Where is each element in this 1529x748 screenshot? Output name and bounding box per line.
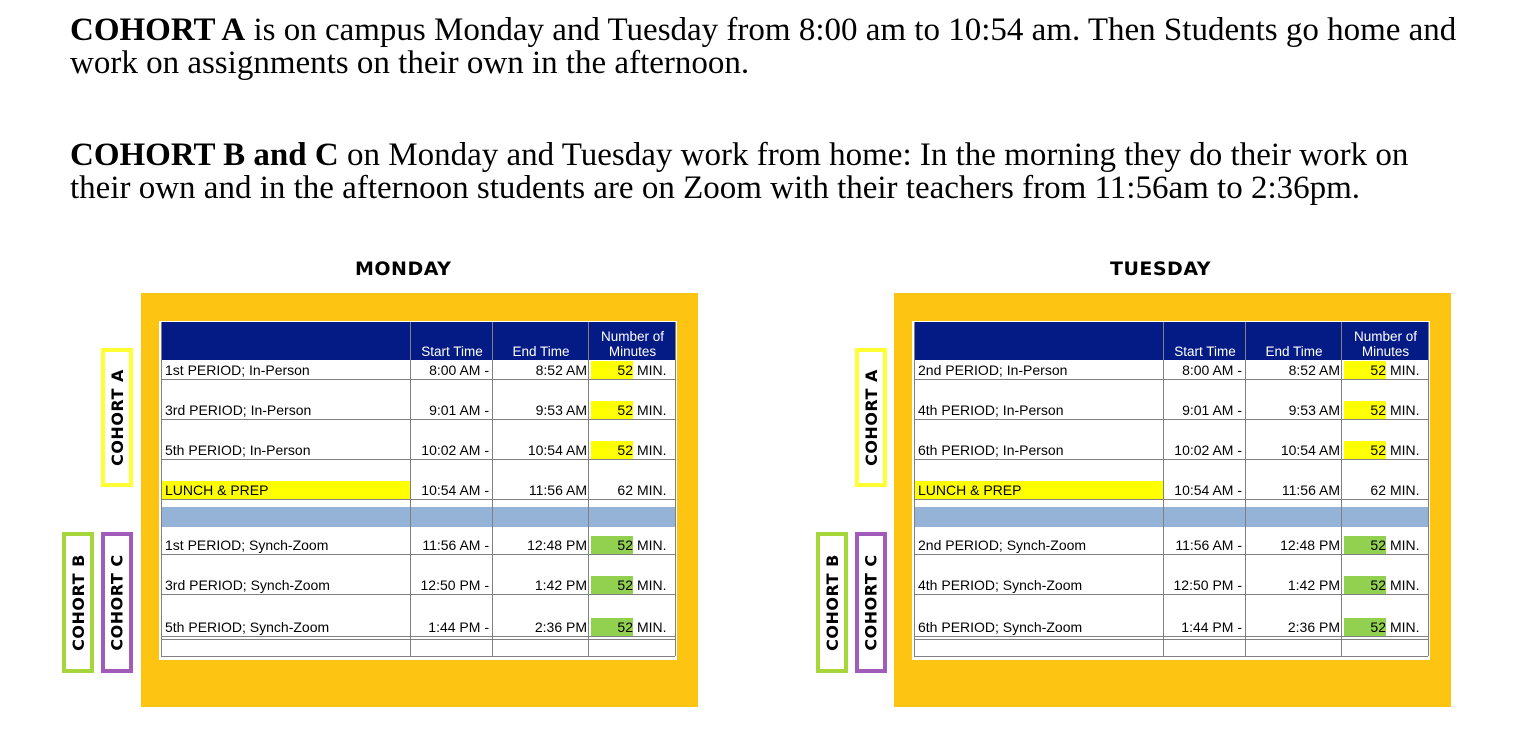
minutes-value: 52 <box>617 537 633 553</box>
minutes-value: 62 <box>617 482 633 498</box>
tuesday-cohort-c-label: COHORT C <box>855 532 887 673</box>
table-header <box>161 322 675 360</box>
start-time: 9:01 AM - <box>1182 402 1242 418</box>
period-name: 5th PERIOD; In-Person <box>165 442 311 458</box>
minutes-value: 52 <box>1370 442 1386 458</box>
cohort-bc-paragraph <box>70 139 1470 205</box>
cohort-bc-text: on Monday and Tuesday work from home: In the morning they do their work on their own and in the afternoon students are on Zoom with their teachers from 11:56am to 2:36pm. <box>70 137 1409 206</box>
table-row <box>161 401 675 419</box>
table-row <box>161 576 675 594</box>
cohort-a-text: is on campus Monday and Tuesday from 8:00 am to 10:54 am. Then Students go home and work on assignments on their own in the afternoon. <box>70 12 1457 81</box>
column-divider <box>1428 322 1429 656</box>
minutes-unit: MIN. <box>637 402 667 418</box>
end-time: 11:56 AM <box>1281 482 1340 498</box>
column-divider <box>1245 322 1246 656</box>
minutes-unit: MIN. <box>1390 402 1420 418</box>
minutes-value: 52 <box>1370 577 1386 593</box>
minutes-unit: MIN. <box>637 362 667 378</box>
period-name: 5th PERIOD; Synch-Zoom <box>165 619 330 635</box>
minutes-unit: MIN. <box>637 442 667 458</box>
table-row <box>914 361 1428 379</box>
row-divider <box>914 379 1428 380</box>
tuesday-panel <box>894 293 1451 707</box>
minutes-value: 52 <box>617 619 633 635</box>
period-name: LUNCH & PREP <box>918 482 1022 498</box>
start-time: 10:02 AM - <box>421 442 489 458</box>
column-divider <box>492 322 493 656</box>
table-row <box>161 441 675 459</box>
tuesday-title: TUESDAY <box>1110 258 1211 280</box>
minutes-value: 52 <box>1370 537 1386 553</box>
end-time: 2:36 PM <box>534 619 587 635</box>
period-name: 3rd PERIOD; In-Person <box>165 402 312 418</box>
start-time: 1:44 PM - <box>1181 619 1242 635</box>
minutes-unit: MIN. <box>637 619 667 635</box>
table-row <box>914 618 1428 636</box>
table-row <box>914 576 1428 594</box>
minutes-unit: MIN. <box>1390 442 1420 458</box>
tuesday-schedule-table <box>912 321 1430 660</box>
end-time: 12:48 PM <box>1280 537 1340 553</box>
monday-cohort-a-label: COHORT A <box>101 348 133 487</box>
end-time: 2:36 PM <box>1287 619 1340 635</box>
period-name: 2nd PERIOD; Synch-Zoom <box>918 537 1087 553</box>
end-time-header: End Time <box>492 322 589 360</box>
period-name: 3rd PERIOD; Synch-Zoom <box>165 577 330 593</box>
period-name: 6th PERIOD; In-Person <box>918 442 1064 458</box>
start-time: 10:54 AM - <box>1174 482 1242 498</box>
minutes-unit: MIN. <box>637 482 667 498</box>
minutes-value: 52 <box>617 362 633 378</box>
end-time: 10:54 AM <box>1280 442 1340 458</box>
separator-band <box>161 507 675 527</box>
table-header <box>914 322 1428 360</box>
minutes-unit: MIN. <box>637 577 667 593</box>
end-time: 11:56 AM <box>528 482 587 498</box>
table-row <box>914 536 1428 554</box>
table-row <box>161 481 675 499</box>
table-row <box>914 481 1428 499</box>
minutes-header: Number of Minutes <box>588 322 676 360</box>
row-divider <box>914 636 1428 637</box>
end-time: 10:54 AM <box>527 442 587 458</box>
column-divider <box>1341 322 1342 656</box>
start-time: 9:01 AM - <box>429 402 489 418</box>
end-time: 1:42 PM <box>534 577 587 593</box>
start-time: 11:56 AM - <box>1175 537 1242 553</box>
period-name: 2nd PERIOD; In-Person <box>918 362 1068 378</box>
column-divider <box>675 322 676 656</box>
minutes-value: 52 <box>617 442 633 458</box>
monday-schedule-table <box>159 321 677 660</box>
cohort-bc-heading: COHORT B and C <box>70 137 339 173</box>
row-divider <box>161 379 675 380</box>
end-time: 1:42 PM <box>1287 577 1340 593</box>
period-name: 1st PERIOD; In-Person <box>165 362 310 378</box>
monday-title: MONDAY <box>355 258 452 280</box>
row-divider <box>914 594 1428 595</box>
monday-panel <box>141 293 698 707</box>
end-time: 12:48 PM <box>527 537 587 553</box>
minutes-value: 52 <box>1370 619 1386 635</box>
row-divider <box>914 459 1428 460</box>
column-divider <box>914 322 915 656</box>
row-divider <box>161 459 675 460</box>
start-time-header: Start Time <box>410 322 493 360</box>
tuesday-cohort-b-label: COHORT B <box>816 532 848 673</box>
start-time: 12:50 PM - <box>420 577 489 593</box>
table-row <box>161 361 675 379</box>
start-time: 10:02 AM - <box>1174 442 1242 458</box>
minutes-unit: MIN. <box>637 537 667 553</box>
row-divider <box>161 419 675 420</box>
table-bottom-border <box>914 656 1428 657</box>
minutes-header: Number of Minutes <box>1341 322 1429 360</box>
period-name: 6th PERIOD; Synch-Zoom <box>918 619 1083 635</box>
minutes-unit: MIN. <box>1390 577 1420 593</box>
row-divider <box>914 419 1428 420</box>
row-divider <box>161 554 675 555</box>
row-divider <box>161 636 675 637</box>
table-row <box>161 536 675 554</box>
start-time: 10:54 AM - <box>421 482 489 498</box>
cohort-a-heading: COHORT A <box>70 12 246 48</box>
table-row <box>914 401 1428 419</box>
table-bottom-border <box>161 656 675 657</box>
row-divider <box>914 554 1428 555</box>
separator-band <box>914 507 1428 527</box>
end-time: 9:53 AM <box>535 402 587 418</box>
start-time: 11:56 AM - <box>422 537 489 553</box>
cohort-a-paragraph <box>70 14 1470 80</box>
period-name: LUNCH & PREP <box>165 482 269 498</box>
minutes-value: 52 <box>1370 402 1386 418</box>
monday-cohort-b-label: COHORT B <box>62 532 94 673</box>
end-time-header: End Time <box>1245 322 1342 360</box>
minutes-unit: MIN. <box>1390 619 1420 635</box>
minutes-unit: MIN. <box>1390 362 1420 378</box>
column-divider <box>588 322 589 656</box>
end-time: 8:52 AM <box>1288 362 1340 378</box>
minutes-value: 62 <box>1370 482 1386 498</box>
tuesday-cohort-a-label: COHORT A <box>855 348 887 487</box>
row-divider <box>161 639 675 640</box>
monday-cohort-c-label: COHORT C <box>101 532 133 673</box>
column-divider <box>1163 322 1164 656</box>
start-time: 8:00 AM - <box>1182 362 1242 378</box>
column-divider <box>410 322 411 656</box>
period-name: 1st PERIOD; Synch-Zoom <box>165 537 329 553</box>
table-row <box>914 441 1428 459</box>
end-time: 8:52 AM <box>535 362 587 378</box>
row-divider <box>914 639 1428 640</box>
period-name: 4th PERIOD; In-Person <box>918 402 1064 418</box>
minutes-unit: MIN. <box>1390 482 1420 498</box>
table-row <box>161 618 675 636</box>
period-name: 4th PERIOD; Synch-Zoom <box>918 577 1083 593</box>
start-time: 12:50 PM - <box>1173 577 1242 593</box>
row-divider <box>161 594 675 595</box>
start-time-header: Start Time <box>1163 322 1246 360</box>
column-divider <box>161 322 162 656</box>
row-divider <box>161 499 675 500</box>
minutes-value: 52 <box>617 577 633 593</box>
end-time: 9:53 AM <box>1288 402 1340 418</box>
minutes-value: 52 <box>1370 362 1386 378</box>
minutes-value: 52 <box>617 402 633 418</box>
minutes-unit: MIN. <box>1390 537 1420 553</box>
row-divider <box>914 499 1428 500</box>
start-time: 8:00 AM - <box>429 362 489 378</box>
start-time: 1:44 PM - <box>428 619 489 635</box>
